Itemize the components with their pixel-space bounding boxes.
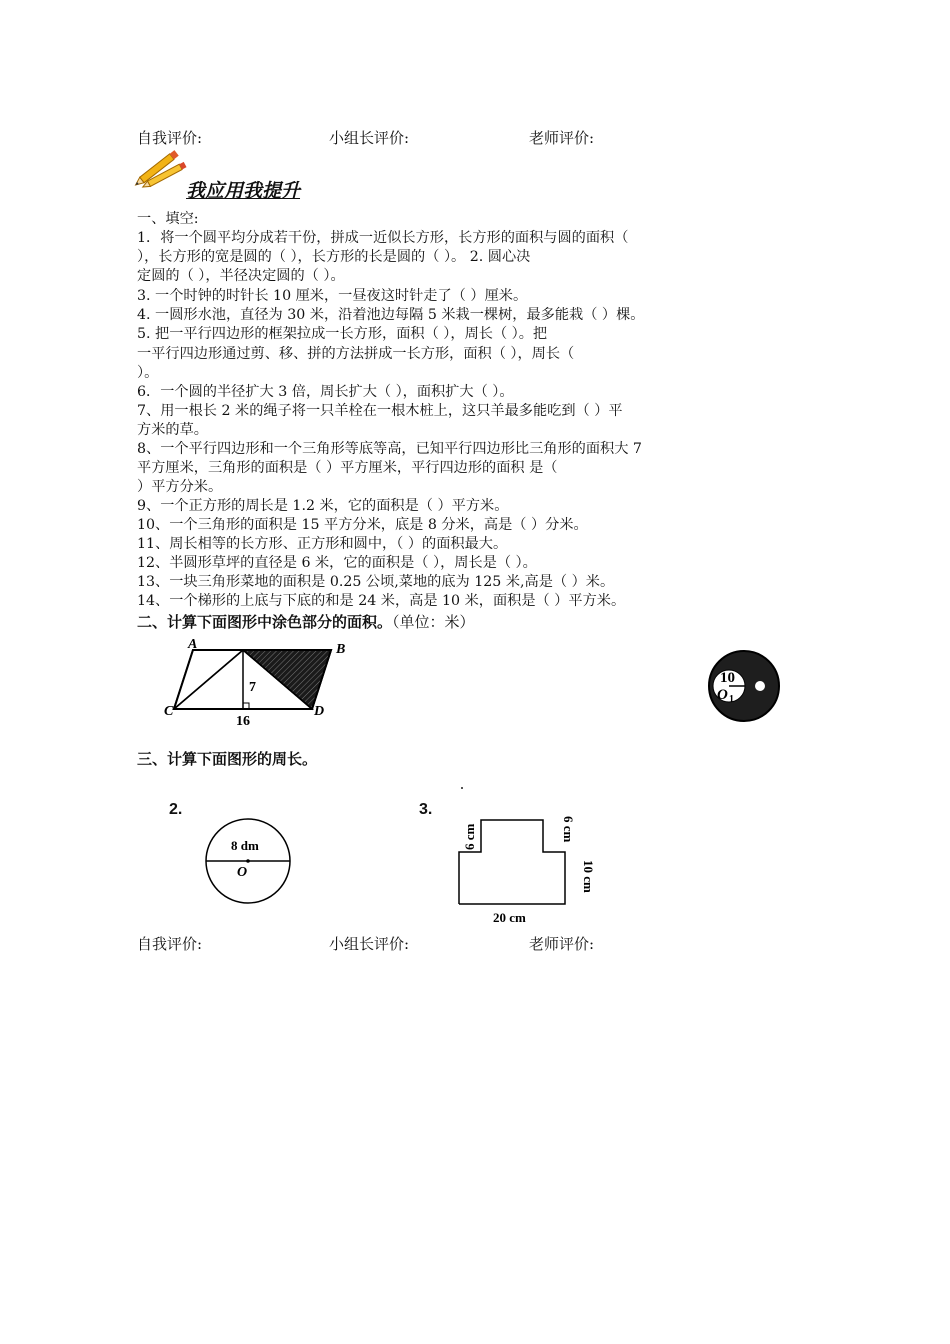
ring-center-subscript: 1 [729, 694, 734, 705]
base-label: 16 [236, 714, 250, 729]
figure2-number: 2. [169, 801, 183, 818]
eval-self-top: 自我评价: [137, 129, 203, 147]
figure3-number: 3. [419, 801, 433, 818]
figure-ring [704, 645, 784, 727]
question-line: 13、一块三角形菜地的面积是 0.25 公顷,菜地的底为 125 米,高是（ ）米。 [137, 574, 615, 590]
question-line: ）平方分米。 [137, 479, 223, 495]
question-line: 方米的草。 [137, 422, 208, 438]
question-line: 一平行四边形通过剪、移、拼的方法拼成一长方形，面积（ ），周长（ [137, 346, 575, 362]
pencil-icon [136, 146, 188, 194]
right-step-label: 6 cm [561, 816, 576, 843]
section2-unit-note: （单位：米） [392, 613, 475, 631]
question-line: 3. 一个时钟的时针长 10 厘米，一昼夜这时针走了（ ）厘米。 [137, 288, 528, 304]
question-line: 平方厘米，三角形的面积是（ ）平方厘米，平行四边形的面积 是（ [137, 460, 558, 476]
circle-center-label: O [237, 865, 248, 880]
question-line: 10、一个三角形的面积是 15 平方分米，底是 8 分米，高是（ ）分米。 [137, 517, 588, 533]
eval-teacher-top: 老师评价: [529, 129, 595, 147]
vertex-b-label: B [336, 642, 346, 657]
banner-title: 我应用我提升 [186, 180, 301, 202]
question-line: 12、半圆形草坪的直径是 6 米，它的面积是（ ），周长是（ ）。 [137, 555, 537, 571]
figure-parallelogram [160, 637, 360, 729]
question-line: ）。 [137, 365, 159, 381]
eval-leader-bottom: 小组长评价: [329, 935, 410, 953]
eval-self-bottom: 自我评价: [137, 935, 203, 953]
height-label: 7 [249, 680, 256, 695]
section3-title: 三、计算下面图形的周长。 [137, 750, 318, 768]
question-line: 4. 一圆形水池，直径为 30 米，沿着池边每隔 5 米栽一棵树，最多能栽（ ）棵。 [137, 307, 645, 323]
ring-center-label: O [717, 687, 728, 703]
left-step-label: 6 cm [462, 823, 477, 850]
vertex-a-label: A [188, 637, 198, 652]
question-line: 6．一个圆的半径扩大 3 倍，周长扩大（ ），面积扩大（ ）。 [137, 384, 514, 400]
figure-stepped-shape [454, 810, 594, 928]
eval-leader-top: 小组长评价: [329, 129, 410, 147]
bottom-label: 20 cm [493, 910, 526, 925]
question-line: 定圆的（ ），半径决定圆的（ ）。 [137, 268, 345, 284]
diameter-label: 8 dm [231, 838, 259, 853]
question-line: 8、一个平行四边形和一个三角形等底等高，已知平行四边形比三角形的面积大 7 [137, 441, 642, 457]
stray-dot [461, 787, 463, 789]
question-line: 14、一个梯形的上底与下底的和是 24 米，高是 10 米，面积是（ ）平方米。 [137, 593, 626, 609]
question-line: 1．将一个圆平均分成若干份，拼成一近似长方形，长方形的面积与圆的面积（ [137, 230, 629, 246]
question-line: 9、一个正方形的周长是 1.2 米，它的面积是（ ）平方米。 [137, 498, 509, 514]
section2-title [137, 611, 475, 632]
vertex-d-label: D [314, 704, 325, 719]
eval-teacher-bottom: 老师评价: [529, 935, 595, 953]
ring-radius-label: 10 [720, 670, 735, 686]
question-line: 7、用一根长 2 米的绳子将一只羊栓在一根木桩上，这只羊最多能吃到（ ）平 [137, 403, 623, 419]
question-line: 11、周长相等的长方形、正方形和圆中，（ ）的面积最大。 [137, 536, 508, 552]
vertex-c-label: C [164, 704, 174, 719]
side-label: 10 cm [581, 860, 596, 893]
question-line: 5. 把一平行四边形的框架拉成一长方形，面积（ ），周长（ ）。把 [137, 326, 548, 342]
figure-circle-diameter [200, 818, 296, 906]
section1-title: 一、填空: [137, 211, 199, 227]
question-line: ），长方形的宽是圆的（ ），长方形的长是圆的（ ）。 2. 圆心决 [137, 249, 531, 265]
section2-title-text: 二、计算下面图形中涂色部分的面积。 [137, 613, 393, 631]
